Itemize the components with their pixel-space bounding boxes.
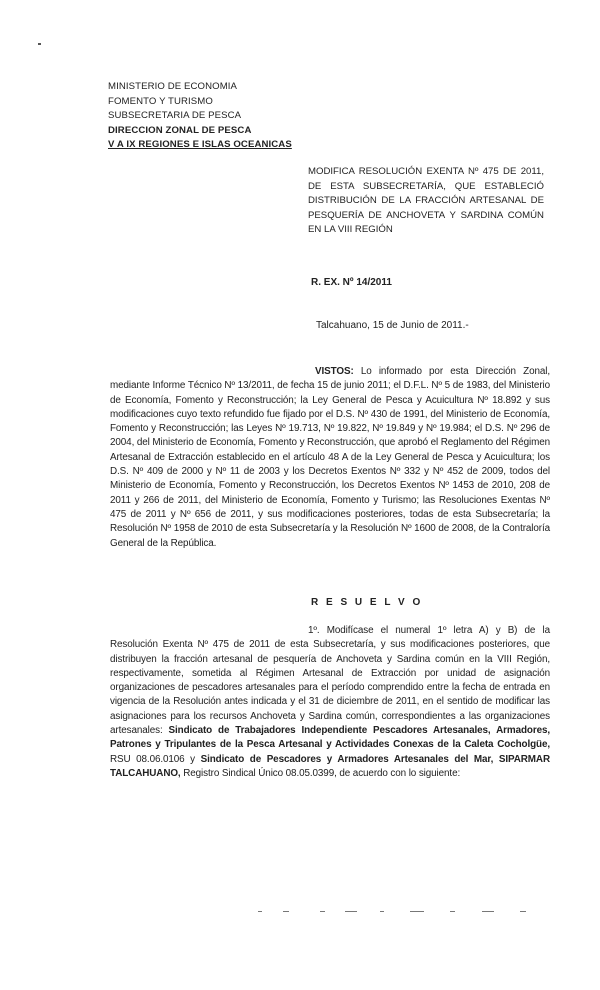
organization-1: Sindicato de Trabajadores Independiente Pescadores Artesanales, Armadores, Patrones y Tripulantes de la Pesca Artesanal y Actividades Conexas de la Caleta Cocholgüe, <box>110 725 550 751</box>
letterhead-zonal-direction: DIRECCION ZONAL DE PESCA <box>108 124 252 136</box>
footer-dash-3 <box>320 911 325 912</box>
letterhead-line-2: FOMENTO Y TURISMO <box>108 95 213 107</box>
footer-dash-5 <box>380 911 384 912</box>
letterhead-line-1: MINISTERIO DE ECONOMIA <box>108 81 238 92</box>
vistos-label: VISTOS: <box>315 366 354 377</box>
article-text-3: Registro Sindical Único 08.05.0399, de acuerdo con lo siguiente: <box>183 767 461 779</box>
article-text-1: Modifícase el numeral 1º letra A) y B) de la Resolución Exenta Nº 475 de 2011 de esta Subsecretaría, y sus modificaciones posteriores, que distribuyen la fracción artesanal de pesquería de Anchoveta y Sardina común en la VIII Región, respectivamente, sometida al Régimen Artesanal de Extracción por unidad de asignación organizaciones de pescadores artesanales para el período comprendido entre la fecha de entrada en vigencia de la Resolución antes indicada y el 31 de diciembre de 2011, en el sentido de modificar las asignaciones para los recursos Anchoveta y Sardina común, correspondientes a las organizaciones artesanales: <box>110 625 550 737</box>
place-date: Talcahuano, 15 de Junio de 2011.- <box>316 320 469 331</box>
letterhead-line-3: SUBSECRETARIA DE PESCA <box>108 110 242 121</box>
resolution-number: R. EX. Nº 14/2011 <box>311 277 392 288</box>
resuelvo-heading: R E S U E L V O <box>311 597 423 608</box>
footer-dash-4 <box>345 911 357 912</box>
resuelvo-paragraph <box>110 624 550 781</box>
footer-dash-1 <box>258 911 262 912</box>
organization-2: Sindicato de Pescadores y Armadores Artesanales del Mar, SIPARMAR TALCAHUANO, <box>110 753 550 779</box>
footer-dash-2 <box>283 911 289 912</box>
article-text-2: RSU 08.06.0106 y <box>110 753 196 765</box>
footer-dash-9 <box>520 911 526 912</box>
footer-dash-6 <box>410 911 424 912</box>
vistos-paragraph <box>110 365 550 551</box>
resolution-subject: MODIFICA RESOLUCIÓN EXENTA Nº 475 DE 2011, DE ESTA SUBSECRETARÍA, QUE ESTABLECIÓ DISTRIBUCIÓN DE LA FRACCIÓN ARTESANAL DE PESQUERÍA DE ANCHOVETA Y SARDINA COMÚN EN LA VIII REGIÓN <box>308 166 544 236</box>
letterhead <box>108 80 292 153</box>
scan-mark <box>38 43 41 45</box>
article-number: 1º. <box>308 625 320 636</box>
vistos-text: Lo informado por esta Dirección Zonal, mediante Informe Técnico Nº 13/2011, de fecha 15 de junio 2011; el D.F.L. Nº 5 de 1983, del Ministerio de Economía, Fomento y Reconstrucción; la Ley General de Pesca y Acuicultura Nº 18.892 y sus modificaciones cuyo texto refundido fue fijado por el D.S. Nº 430 de 1991, del Ministerio de Economía, Fomento y Reconstrucción; las Leyes Nº 19.713, Nº 19.822, Nº 19.849 y Nº 19.984; el D.S. Nº 296 de 2004, del Ministerio de Economía, Fomento y Reconstrucción, que aprobó el Reglamento del Régimen Artesanal de Extracción establecido en el artículo 48 A de la Ley General de Pesca y Acuicultura; los D.S. Nº 409 de 2000 y Nº 11 de 2003 y los Decretos Exentos Nº 332 y Nº 452 de 2009, todos del Ministerio de Economía, Fomento y Reconstrucción, los Decretos Exentos Nº 1453 de 2010, 208 de 2011 y 266 de 2011, del Ministerio de Economía, Fomento y Turismo; las Resoluciones Exentas Nº 475 de 2011 y Nº 656 de 2011, y sus modificaciones posteriores, todas de esta Subsecretaría; la Resolución Nº 1958 de 2010 de esta Subsecretaría y la Resolución Nº 1600 de 2008, de la Contraloría General de la República. <box>110 366 550 549</box>
footer-dash-8 <box>482 911 494 912</box>
footer-dash-7 <box>450 911 455 912</box>
letterhead-regions: V A IX REGIONES E ISLAS OCEANICAS <box>108 139 292 150</box>
